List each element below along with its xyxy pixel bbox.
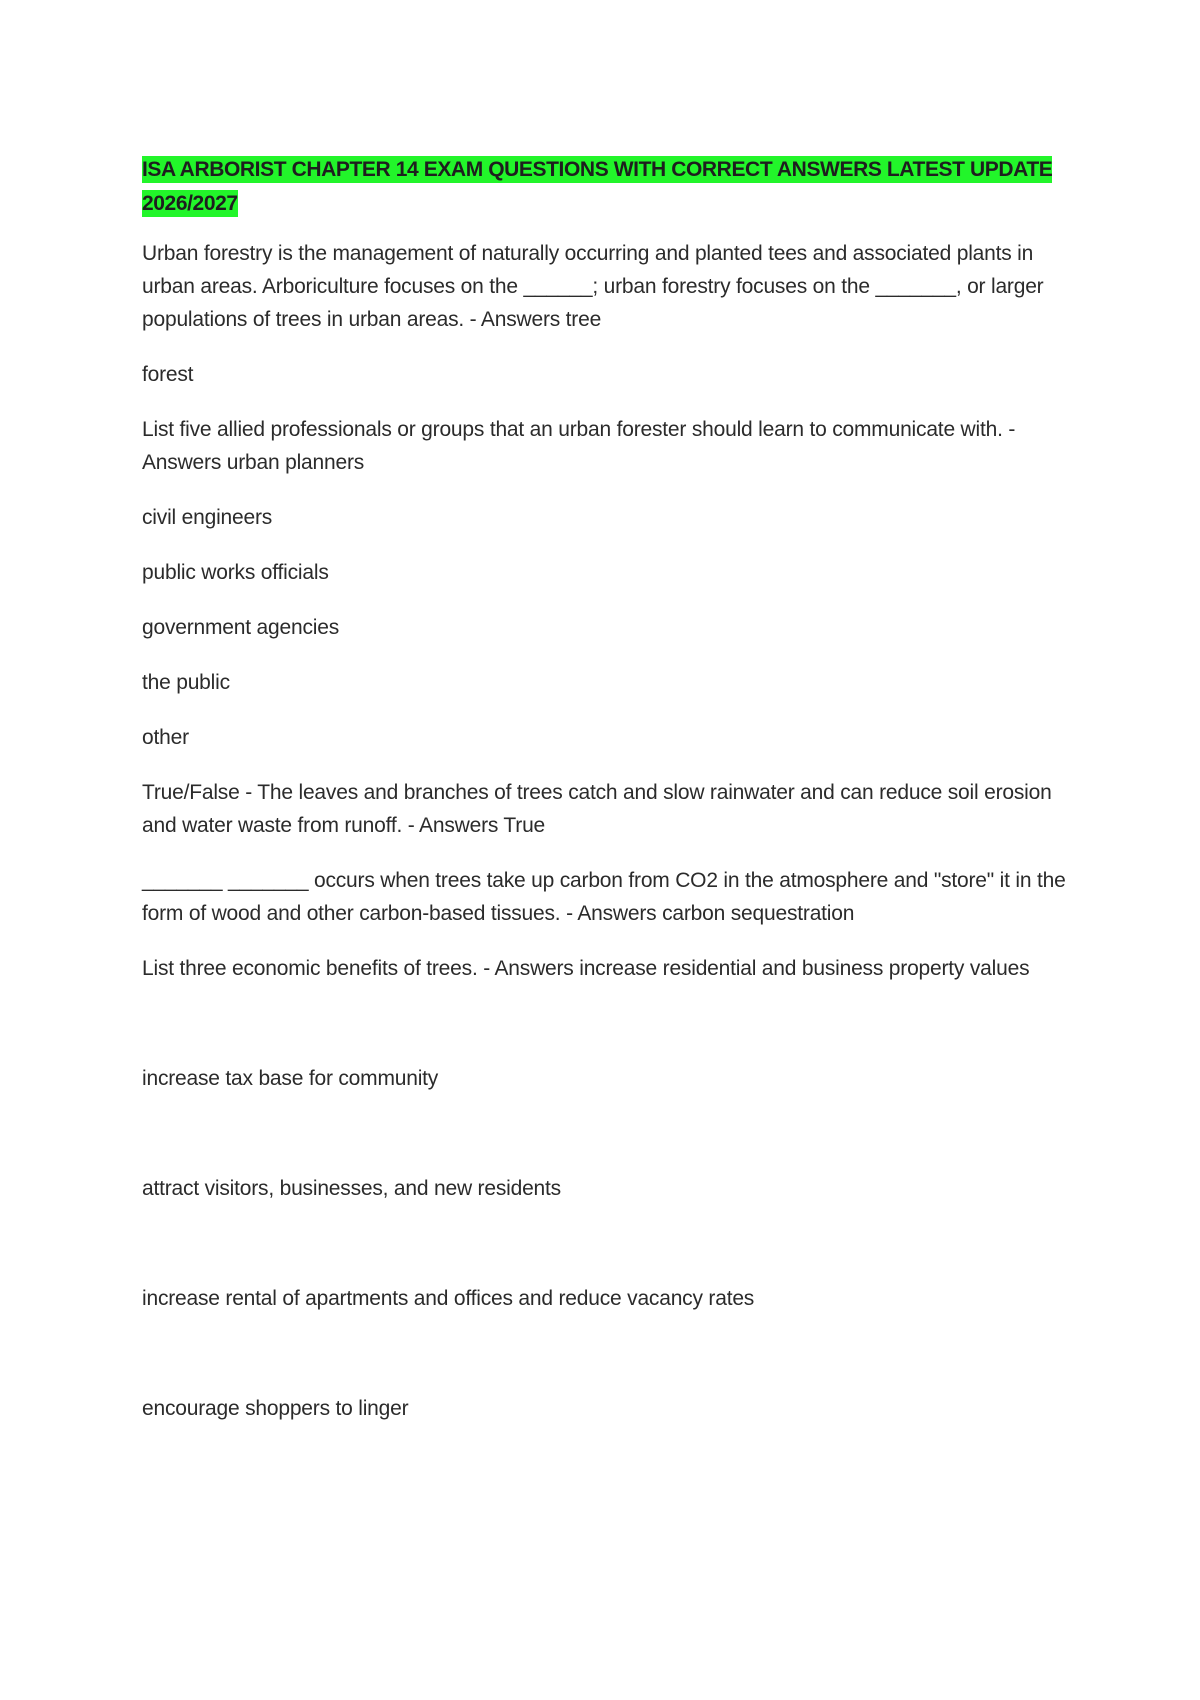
answer-line-other: other — [142, 726, 189, 749]
answer-line-civil-engineers: civil engineers — [142, 506, 273, 529]
question-economic-benefits: List three economic benefits of trees. - Answers increase residential and business property values — [142, 957, 1030, 980]
question-urban-forestry: Urban forestry is the management of naturally occurring and planted tees and associated plants in urban areas. Arboriculture focuses on the ______; urban forestry focuses on the _______, or larger populations of trees in urban areas. - Answers tree — [142, 242, 1044, 331]
answer-line-encourage-shoppers: encourage shoppers to linger — [142, 1397, 409, 1420]
answer-line-tax-base: increase tax base for community — [142, 1067, 439, 1090]
answer-line-government-agencies: government agencies — [142, 616, 339, 639]
answer-line-forest: forest — [142, 363, 194, 386]
question-allied-professionals: List five allied professionals or groups that an urban forester should learn to communicate with. - Answers urban planners — [142, 418, 1016, 474]
answer-line-increase-rental: increase rental of apartments and offices and reduce vacancy rates — [142, 1287, 755, 1310]
answer-line-attract-visitors: attract visitors, businesses, and new residents — [142, 1177, 561, 1200]
question-true-false-rainwater: True/False - The leaves and branches of trees catch and slow rainwater and can reduce soil erosion and water waste from runoff. - Answers True — [142, 781, 1052, 837]
document-title — [142, 153, 1067, 221]
question-carbon-sequestration: _______ _______ occurs when trees take up carbon from CO2 in the atmosphere and "store" it in the form of wood and other carbon-based tissues. - Answers carbon sequestration — [142, 869, 1066, 925]
highlighted-title-text: ISA ARBORIST CHAPTER 14 EXAM QUESTIONS WITH CORRECT ANSWERS LATEST UPDATE 2026/2027 — [142, 158, 1053, 215]
answer-line-public-works: public works officials — [142, 561, 329, 584]
answer-line-the-public: the public — [142, 671, 230, 694]
document-content — [142, 153, 1067, 1447]
